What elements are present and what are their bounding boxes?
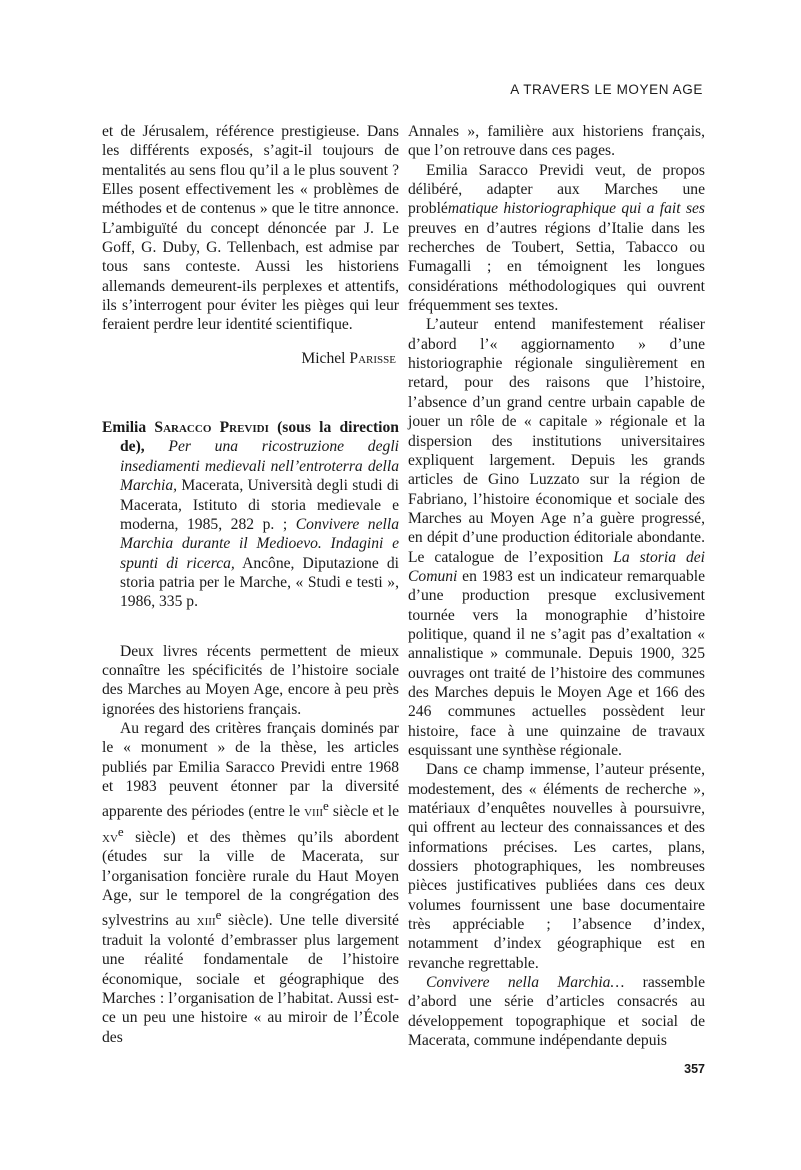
text-run: Au regard des critères français dominés par le « monument » de la thèse, les articles publiés par Emilia Saracco Previdi entre 1968 et 1983 peuvent étonner par la diversité apparente des périodes (entre le — [102, 719, 399, 821]
superscript: e — [323, 798, 329, 814]
text-run: L’auteur entend manifestement réaliser d’abord l’« aggiornamento » d’une historiographie régionale singulièrement en retard, pour des raisons que l’histoire, l’absence d’un grand centre urbain capable de jouer un rôle de « capitale » régionale et la dispersion des institutions universitaires expliquent largement. Depuis les grands articles de Gino Luzzato sur la région de Fabriano, l’histoire économique et sociale des Marches au Moyen Age n’a guère progressé, en dépit d’une production éditoriale abondante. Le catalogue de l’exposition — [408, 316, 705, 566]
text-run: siècle). Une telle diversité traduit la volonté d’embrasser plus largement une réalité fondamentale de l’histoire économique, sociale et géographique des Marches : l’organisation de l’habitat. Aussi est-ce un peu une histoire « au miroir de l’École des — [102, 912, 399, 1046]
section-spacer — [102, 368, 399, 418]
book-publication-1: Macerata, Università degli studi di Macerata, Istituto di storia medievale e moderna, 1985, 282 p. ; — [120, 477, 399, 533]
book-author-last: Saracco Previdi — [154, 419, 269, 437]
review-closing-paragraph: et de Jérusalem, référence prestigieuse. Dans les différents exposés, s’agit-il toujours de mentalités au sens flou qu’il a le plus souvent ? Elles posent effectivement les « problèmes de méthodes et de contenus » que le titre annonce. L’ambiguïté du concept dénoncée par J. Le Goff, G. Duby, G. Tellenbach, est admise par tous sans conteste. Aussi les historiens allemands demeurent-ils perplexes et attentifs, ils s’interrogent pour éviter les pièges qui leur feraient perdre leur identité scientifique. — [102, 123, 399, 334]
text-run: preuves en d’autres régions d’Italie dans les recherches de Toubert, Settia, Tabacco ou Fumagalli ; en témoignent les longues considérations méthodologiques qui ouvrent fréquemment ses textes. — [408, 219, 705, 315]
book-title-2: Convivere nella Marchia durante il Medioevo. Indagini e spunti di ricerca, — [120, 515, 399, 572]
editor-note: (sous la direction de), — [120, 419, 399, 456]
page-number: 357 — [684, 1062, 705, 1076]
signature-last-name: Parisse — [349, 349, 396, 367]
superscript: e — [215, 907, 222, 923]
text-run: siècle et le — [328, 803, 399, 821]
review-paragraph — [408, 973, 705, 1050]
text-run: Emilia Saracco Previdi veut, de propos délibéré, adapter aux Marches une problé — [408, 161, 705, 218]
review-paragraph: Annales », familière aux historiens français, que l’on retrouve dans ces pages. — [408, 123, 705, 160]
book-title-1: Per una ricostruzione degli insediamenti medievali nell’entroterra della Marchia, — [120, 438, 399, 495]
century-numeral: xv — [102, 829, 118, 847]
running-header: A TRAVERS LE MOYEN AGE — [510, 82, 703, 97]
century-numeral: xiii — [196, 912, 216, 930]
review-paragraph — [408, 315, 705, 760]
text-run: rassemble d’abord une série d’articles consacrés au développement topographique et social de Macerata, commune indépendante depuis — [408, 974, 705, 1050]
review-signature — [102, 349, 399, 368]
century-numeral: viii — [304, 803, 324, 821]
right-column — [408, 122, 705, 1051]
review-paragraph — [102, 719, 399, 1047]
superscript: e — [117, 823, 124, 839]
review-paragraph: Dans ce champ immense, l’auteur présente, modestement, des « éléments de recherche », matériaux d’enquêtes nouvelles à poursuivre, qui offrent au lecteur des connaissances et des informations précises. Les cartes, plans, dossiers photographiques, les nombreuses pièces justificatives publiées dans ces deux volumes fournissent une base documentaire très appréciable ; l’absence d’index, notamment d’index géographique est en revanche regrettable. — [408, 761, 705, 972]
text-run: en 1983 est un indicateur remarquable d’une production presque exclusivement tournée vers la monographie d’histoire politique, quand il ne s’agit pas d’exaltation « annalistique » communale. Depuis 1900, 325 ouvrages ont traité de l’histoire des communes des Marches depuis le Moyen Age et 166 des 246 communes actuelles possèdent leur histoire, face à une quinzaine de travaux esquissant une synthèse régionale. — [408, 567, 705, 759]
signature-first-name: Michel — [301, 349, 346, 367]
book-title-reference: Convivere nella Marchia… — [426, 974, 625, 992]
text-run: siècle) et des thèmes qu’ils abordent (études sur la ville de Macerata, sur l’organisation foncière rurale du Haut Moyen Age, sur le temporel de la congrégation des sylvestrins au — [102, 829, 399, 930]
review-paragraph: Deux livres récents permettent de mieux connaître les spécificités de l’histoire sociale des Marches au Moyen Age, encore à peu près ignorées des historiens français. — [102, 642, 399, 718]
exhibition-title: La storia dei Comuni — [408, 548, 705, 585]
book-publication-2: Ancône, Diputazione di storia patria per le Marche, « Studi e testi », 1986, 335 p. — [120, 554, 399, 611]
bibliographic-entry — [102, 418, 399, 611]
review-paragraph — [408, 161, 705, 316]
left-column — [102, 122, 399, 1047]
italic-run: matique historiographique qui a fait ses — [447, 200, 705, 218]
section-spacer — [102, 612, 399, 642]
book-author-first: Emilia — [102, 419, 147, 437]
